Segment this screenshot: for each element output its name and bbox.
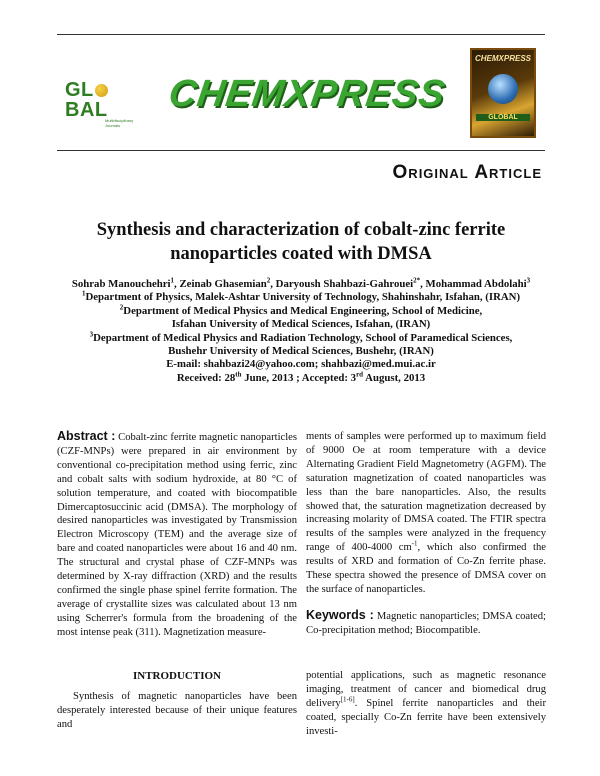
article-type-label: Original Article <box>392 162 542 183</box>
cover-bottom-label: GLOBAL <box>476 114 530 121</box>
top-rule <box>57 34 545 35</box>
header-rule <box>57 150 545 151</box>
global-logo-text-pre: GL <box>65 79 94 101</box>
global-logo-subtitle: Multidisciplinary Journals <box>105 118 134 128</box>
cover-globe-icon <box>488 74 518 104</box>
global-logo-text-post: BAL <box>65 99 108 121</box>
author-list: Sohrab Manouchehri$^1$, Zeinab Ghasemian$^2$, Daryoush Shahbazi-Gahrouei$^{2*}$, Mohammad Abdolahi$^3$ <box>71 276 531 290</box>
keywords <box>306 609 546 638</box>
email-line: E-mail: shahbazi24@yahoo.com; shahbazi@med.mui.ac.ir <box>166 358 436 371</box>
abstract-continuation: ments of samples were performed up to maximum field of 9000 Oe at room temperature with a device Alternating Gradient Field Magnetometry (AGFM). The saturation magnetization of coated nanoparticles was less than the bare nanoparticles. Also, the results showed that, the saturation magnetization decreased by increasing molarity of DMSA coated. The FTIR spectra results of the samples were analyzed in the frequency range of 400-4000 $cm^{-1}$, which also confirmed the results of XRD and formation of Co-Zn ferrite phase. These spectra showed the presence of DMSA cover on the surface of nanoparticles. <box>306 431 546 595</box>
title-line-2: nanoparticles coated with DMSA <box>170 244 432 264</box>
journal-header <box>57 36 545 148</box>
paper-title <box>57 218 545 266</box>
affiliation-3-line-2: Bushehr University of Medical Sciences, Bushehr, (IRAN) <box>168 345 434 358</box>
dates-line: Received: 28th June, 2013 ; Accepted: 3rd August, 2013 <box>176 370 426 384</box>
keywords-label: Keywords : <box>306 607 374 622</box>
abstract-continuation-column <box>306 430 546 638</box>
affiliation-2-line-2: Isfahan University of Medical Sciences, Isfahan, (IRAN) <box>171 318 431 331</box>
global-logo <box>65 79 145 128</box>
affiliation-2-line-1: $^2$Department of Medical Physics and Medical Engineering, School of Medicine, <box>119 303 483 317</box>
keywords-text: Magnetic nanoparticles; DMSA coated; Co-precipitation method; Biocompatible. <box>306 610 546 636</box>
globe-icon <box>95 84 108 97</box>
introduction-left-text: Synthesis of magnetic nanoparticles have been desperately interested because of their unique features and <box>57 691 297 730</box>
abstract-text: Cobalt-zinc ferrite magnetic nanoparticles (CZF-MNPs) were prepared in air environment by conventional co-precipitation method using ferric, zinc and cobalt salts with sodium hydroxide, at 80 °C of solution temperature, and coated with biocompatible Dimercaptosuccinic acid (DMSA). The morphology of desired nanoparticles was investigated by Transmission Electron Microscopy (TEM) and the average size of bare and coated nanoparticles were about 16 and 40 nm. The structural and crystal phase of CZF-MNPs was determined by X-ray diffraction (XRD) and the results confirmed the single phase spinel ferrite formation. The average of crystallite sizes was calculated about 13 nm using Scherrer's formula from the broadening of the most intense peak (311). Magnetization measure- <box>57 432 297 638</box>
title-line-1: Synthesis and characterization of cobalt-zinc ferrite <box>96 220 506 240</box>
journal-cover-image <box>470 48 536 138</box>
abstract-column <box>57 430 297 640</box>
introduction-right-text: potential applications, such as magnetic resonance imaging, treatment of cancer and biomedical drug delivery[1-6]. Spinel ferrite nanoparticles and their coated, specially Co-Zn ferrite have been extensively investi- <box>306 670 546 737</box>
introduction-heading: INTRODUCTION <box>132 670 221 682</box>
cover-title: CHEMXPRESS <box>474 54 531 63</box>
journal-name-logo: CHEMXPRESS <box>166 73 449 115</box>
affiliation-1: $^1$Department of Physics, Malek-Ashtar University of Technology, Shahinshahr, Isfahan, (IRAN) <box>81 289 521 304</box>
affiliation-3-line-1: $^3$Department of Medical Physics and Radiation Technology, School of Paramedical Sciences, <box>89 330 513 344</box>
abstract-label: Abstract : <box>57 429 116 443</box>
author-block <box>57 278 545 385</box>
